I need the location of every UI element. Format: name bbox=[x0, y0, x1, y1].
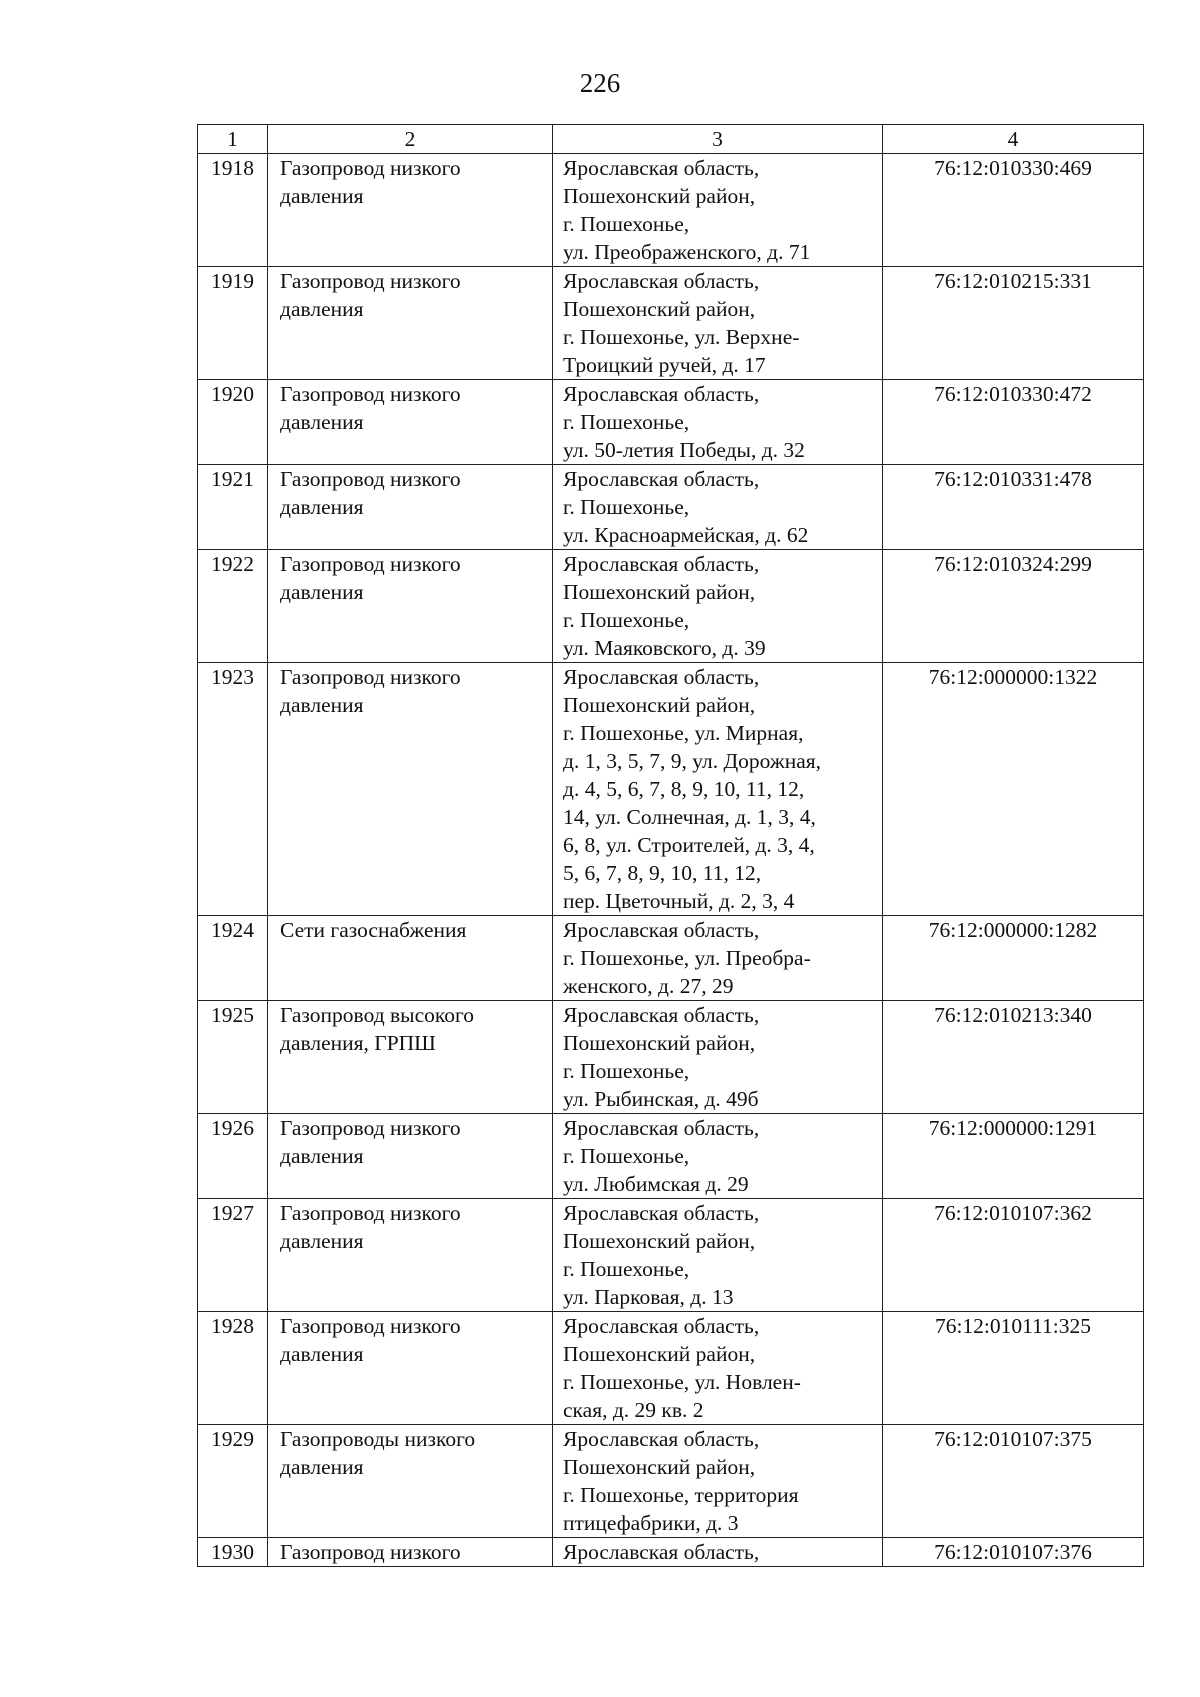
address-cell: Ярославская область, Пошехонский район, г. Пошехонье, ул. Мирная, д. 1, 3, 5, 7, 9, ул. Дорожная, д. 4, 5, 6, 7, 8, 9, 10, 11, 12, 14, ул. Солнечная, д. 1, 3, 4, 6, 8, ул. Строителей, д. 3, 4, 5, 6, 7, 8, 9, 10, 11, 12, пер. Цветочный, д. 2, 3, 4 bbox=[553, 663, 883, 916]
column-number: 1 bbox=[198, 125, 268, 154]
row-number-cell: 1919 bbox=[198, 267, 268, 380]
object-name-cell: Газопровод низкого давления bbox=[268, 154, 553, 267]
table-row bbox=[198, 465, 1144, 550]
registry-table-body bbox=[198, 125, 1144, 1567]
column-number: 3 bbox=[553, 125, 883, 154]
address-cell: Ярославская область, г. Пошехонье, ул. Любимская д. 29 bbox=[553, 1114, 883, 1199]
object-name-cell: Газопроводы низкого давления bbox=[268, 1425, 553, 1538]
address-cell: Ярославская область, Пошехонский район, г. Пошехонье, территория птицефабрики, д. 3 bbox=[553, 1425, 883, 1538]
object-name-cell: Газопровод низкого давления bbox=[268, 380, 553, 465]
address-cell: Ярославская область, Пошехонский район, г. Пошехонье, ул. Преображенского, д. 71 bbox=[553, 154, 883, 267]
row-number-cell: 1918 bbox=[198, 154, 268, 267]
address-cell: Ярославская область, Пошехонский район, г. Пошехонье, ул. Маяковского, д. 39 bbox=[553, 550, 883, 663]
cadastral-number-cell: 76:12:010330:469 bbox=[883, 154, 1144, 267]
column-number: 4 bbox=[883, 125, 1144, 154]
row-number-cell: 1928 bbox=[198, 1312, 268, 1425]
table-row bbox=[198, 1199, 1144, 1312]
column-number-row bbox=[198, 125, 1144, 154]
row-number-cell: 1927 bbox=[198, 1199, 268, 1312]
object-name-cell: Сети газоснабжения bbox=[268, 916, 553, 1001]
cadastral-number-cell: 76:12:000000:1291 bbox=[883, 1114, 1144, 1199]
row-number-cell: 1930 bbox=[198, 1538, 268, 1567]
address-cell: Ярославская область, г. Пошехонье, ул. 50-летия Победы, д. 32 bbox=[553, 380, 883, 465]
address-cell: Ярославская область, г. Пошехонье, ул. Красноармейская, д. 62 bbox=[553, 465, 883, 550]
cadastral-number-cell: 76:12:010213:340 bbox=[883, 1001, 1144, 1114]
cadastral-number-cell: 76:12:010331:478 bbox=[883, 465, 1144, 550]
registry-table bbox=[197, 124, 1144, 1567]
cadastral-number-cell: 76:12:010215:331 bbox=[883, 267, 1144, 380]
table-row bbox=[198, 916, 1144, 1001]
table-row bbox=[198, 154, 1144, 267]
cadastral-number-cell: 76:12:000000:1322 bbox=[883, 663, 1144, 916]
object-name-cell: Газопровод низкого давления bbox=[268, 1114, 553, 1199]
table-row bbox=[198, 1425, 1144, 1538]
table-row bbox=[198, 1001, 1144, 1114]
table-row bbox=[198, 663, 1144, 916]
cadastral-number-cell: 76:12:010330:472 bbox=[883, 380, 1144, 465]
row-number-cell: 1926 bbox=[198, 1114, 268, 1199]
cadastral-number-cell: 76:12:010107:375 bbox=[883, 1425, 1144, 1538]
address-cell: Ярославская область, Пошехонский район, г. Пошехонье, ул. Рыбинская, д. 49б bbox=[553, 1001, 883, 1114]
table-row bbox=[198, 1114, 1144, 1199]
object-name-cell: Газопровод низкого давления bbox=[268, 465, 553, 550]
address-cell: Ярославская область, bbox=[553, 1538, 883, 1567]
address-cell: Ярославская область, г. Пошехонье, ул. Преобра- женского, д. 27, 29 bbox=[553, 916, 883, 1001]
row-number-cell: 1925 bbox=[198, 1001, 268, 1114]
address-cell: Ярославская область, Пошехонский район, г. Пошехонье, ул. Новлен- ская, д. 29 кв. 2 bbox=[553, 1312, 883, 1425]
cadastral-number-cell: 76:12:010324:299 bbox=[883, 550, 1144, 663]
cadastral-number-cell: 76:12:000000:1282 bbox=[883, 916, 1144, 1001]
table-row bbox=[198, 267, 1144, 380]
page-number: 226 bbox=[579, 68, 621, 98]
object-name-cell: Газопровод низкого давления bbox=[268, 1199, 553, 1312]
row-number-cell: 1920 bbox=[198, 380, 268, 465]
table-row bbox=[198, 1312, 1144, 1425]
row-number-cell: 1923 bbox=[198, 663, 268, 916]
object-name-cell: Газопровод низкого давления bbox=[268, 267, 553, 380]
table-row bbox=[198, 380, 1144, 465]
table-row bbox=[198, 550, 1144, 663]
cadastral-number-cell: 76:12:010111:325 bbox=[883, 1312, 1144, 1425]
row-number-cell: 1921 bbox=[198, 465, 268, 550]
row-number-cell: 1924 bbox=[198, 916, 268, 1001]
address-cell: Ярославская область, Пошехонский район, г. Пошехонье, ул. Верхне- Троицкий ручей, д. 17 bbox=[553, 267, 883, 380]
cadastral-number-cell: 76:12:010107:376 bbox=[883, 1538, 1144, 1567]
object-name-cell: Газопровод низкого bbox=[268, 1538, 553, 1567]
address-cell: Ярославская область, Пошехонский район, г. Пошехонье, ул. Парковая, д. 13 bbox=[553, 1199, 883, 1312]
row-number-cell: 1922 bbox=[198, 550, 268, 663]
row-number-cell: 1929 bbox=[198, 1425, 268, 1538]
object-name-cell: Газопровод высокого давления, ГРПШ bbox=[268, 1001, 553, 1114]
column-number: 2 bbox=[268, 125, 553, 154]
object-name-cell: Газопровод низкого давления bbox=[268, 550, 553, 663]
cadastral-number-cell: 76:12:010107:362 bbox=[883, 1199, 1144, 1312]
object-name-cell: Газопровод низкого давления bbox=[268, 1312, 553, 1425]
table-row bbox=[198, 1538, 1144, 1567]
object-name-cell: Газопровод низкого давления bbox=[268, 663, 553, 916]
